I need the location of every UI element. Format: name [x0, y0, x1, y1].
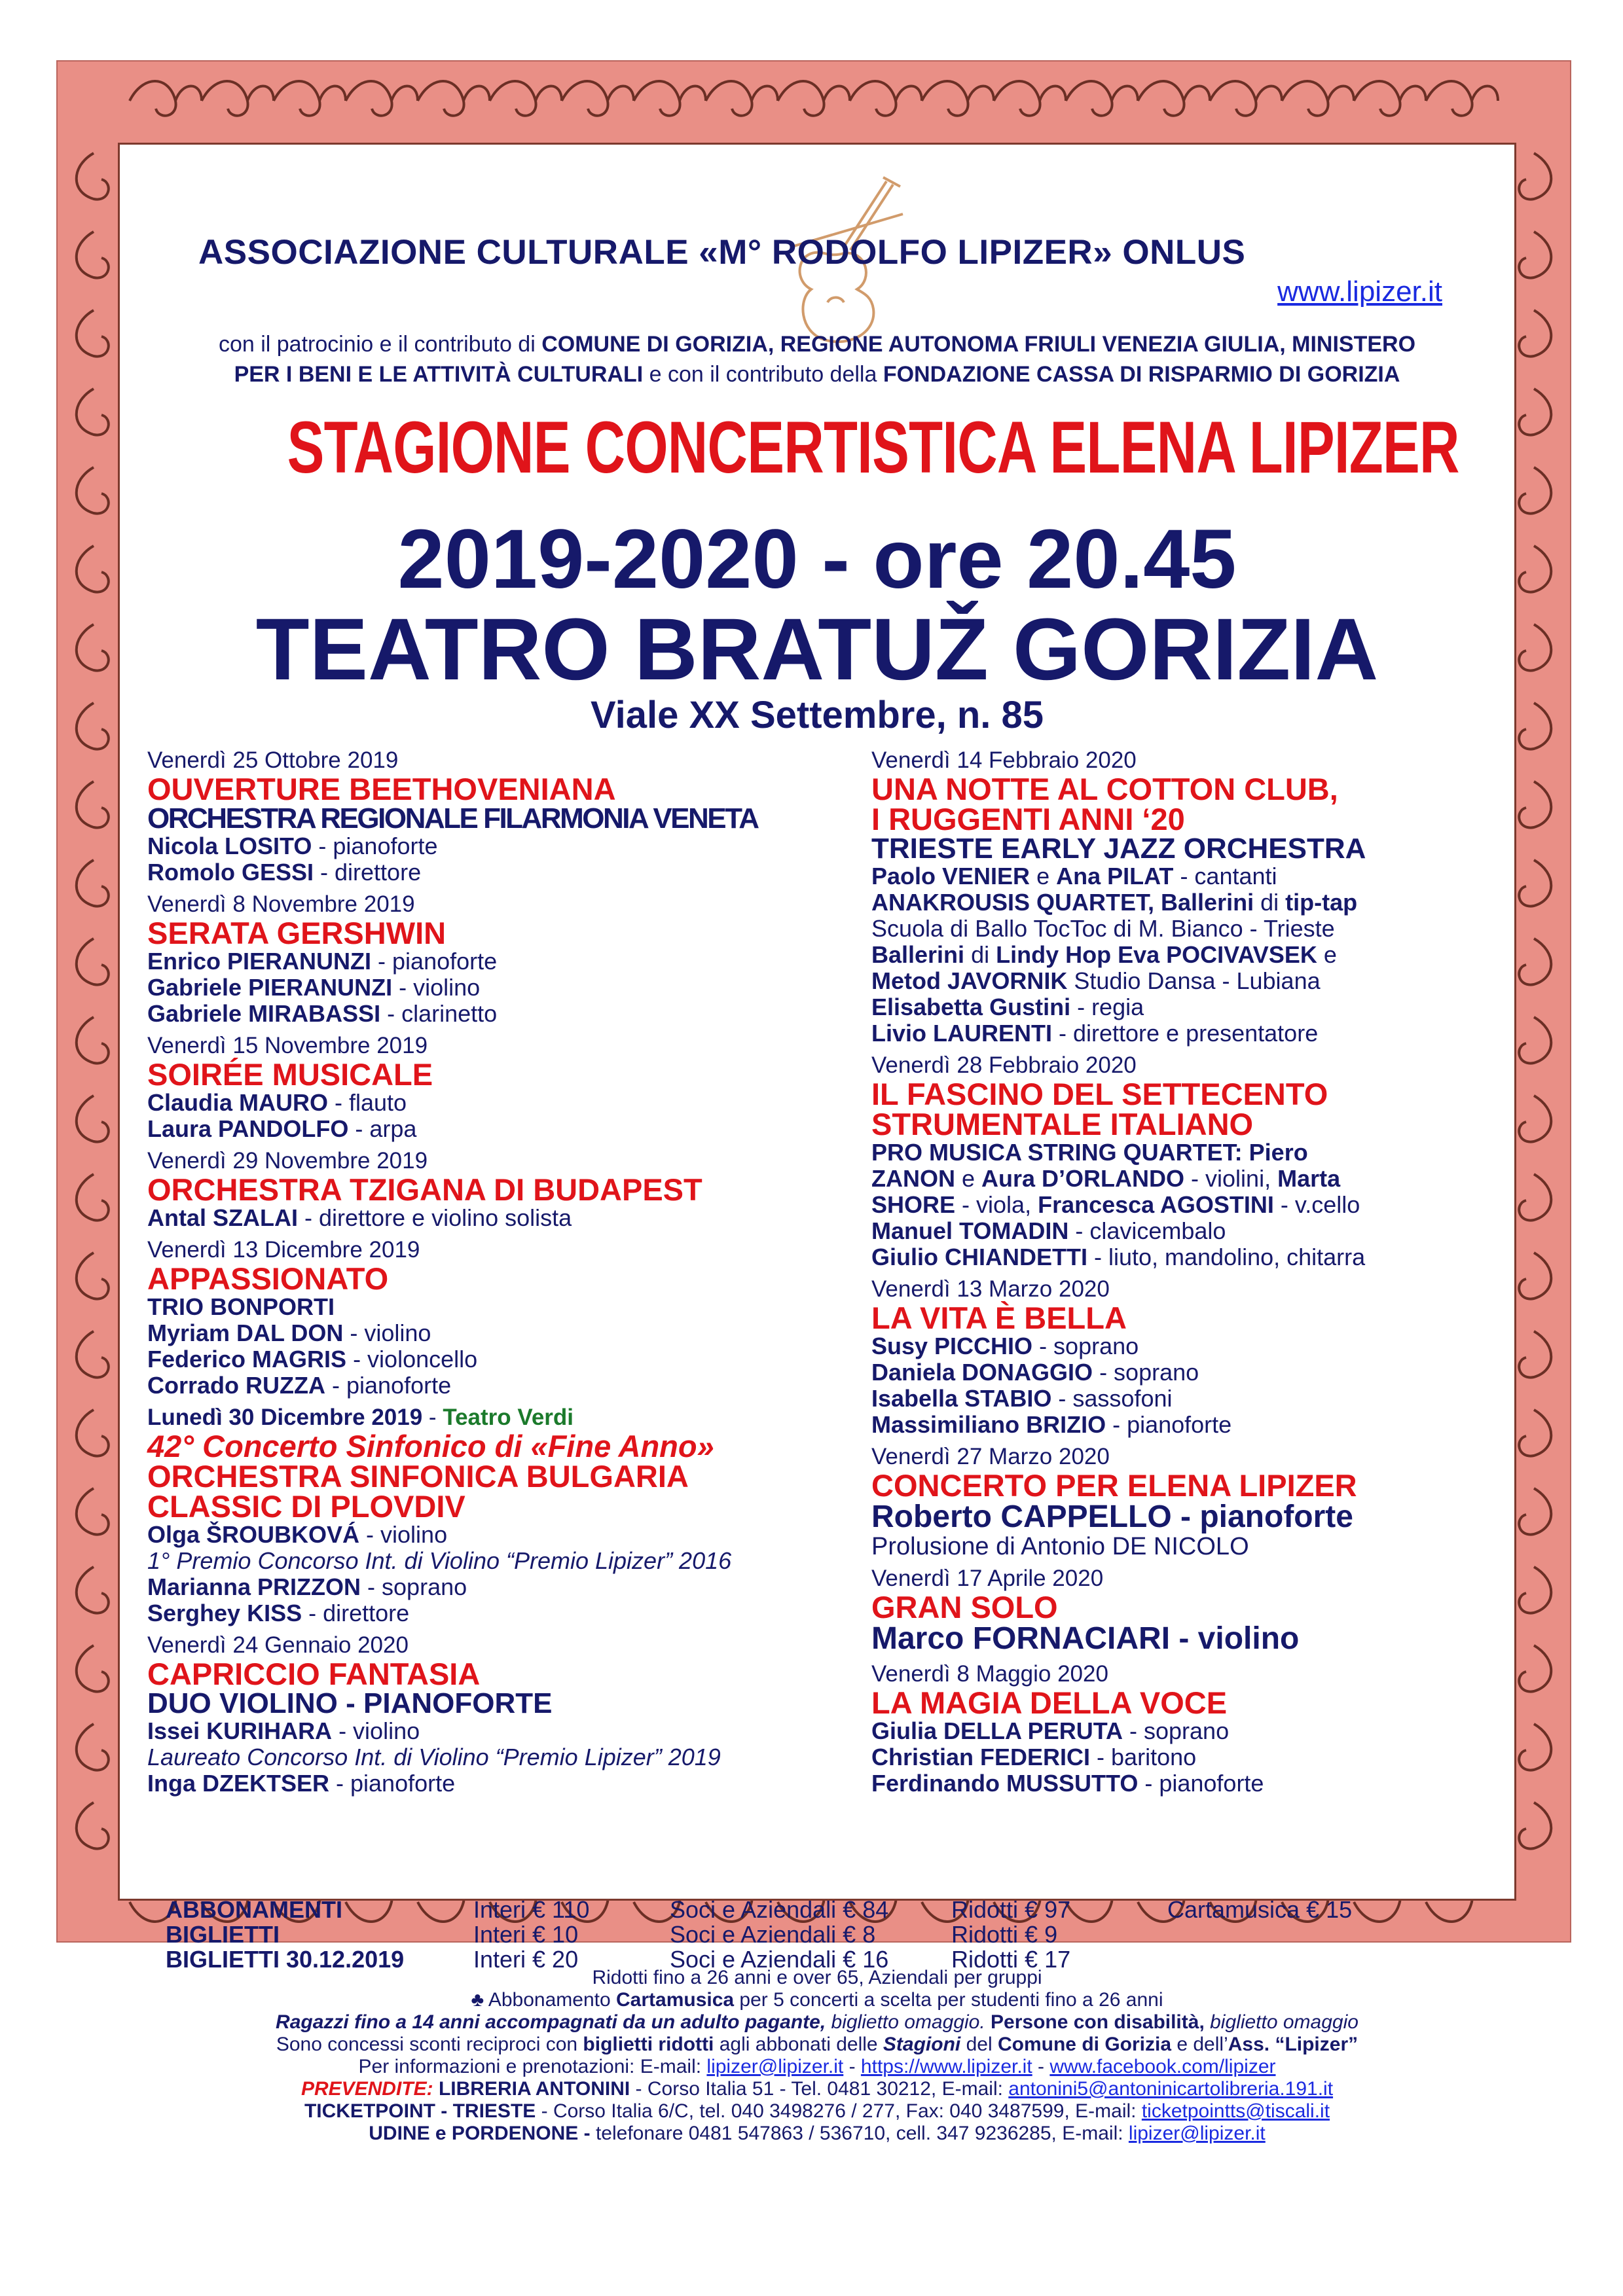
performer-note: Prolusione di Antonio DE NICOLO [871, 1533, 1249, 1560]
event-date: Venerdì 29 Novembre 2019 [147, 1148, 428, 1174]
footer-ragazzi: Ragazzi fino a 14 anni accompagnati da un adulto pagante, biglietto omaggio. Persone con disabilità, biglietto omaggio [276, 2011, 1359, 2033]
website-link[interactable]: www.lipizer.it [1277, 276, 1442, 308]
event-title: SERATA GERSHWIN [147, 916, 447, 950]
event-date: Venerdì 17 Aprile 2020 [871, 1566, 1104, 1591]
footer-ticketpoint: TICKETPOINT - TRIESTE - Corso Italia 6/C, tel. 040 3498276 / 277, Fax: 040 3487599, E-mail: ticketpointts@tiscali.it [304, 2100, 1330, 2122]
performer: Inga DZEKTSER - pianoforte [147, 1770, 456, 1797]
performer: Romolo GESSI - direttore [147, 859, 422, 886]
event [871, 1565, 1526, 1655]
event [147, 891, 854, 1027]
association-name: ASSOCIAZIONE CULTURALE «M° RODOLFO LIPIZER» ONLUS [198, 233, 1246, 272]
performer: Christian FEDERICI - baritono [871, 1744, 1197, 1770]
event-title: CAPRICCIO FANTASIA [147, 1657, 481, 1691]
performer: Isabella STABIO - sassofoni [871, 1385, 1173, 1412]
performer: Ballerini di Lindy Hop Eva POCIVAVSEK e [871, 941, 1337, 968]
event-ensemble: ORCHESTRA SINFONICA BULGARIA [147, 1459, 689, 1494]
event-title: UNA NOTTE AL COTTON CLUB, [871, 772, 1338, 806]
event-date: Venerdì 15 Novembre 2019 [147, 1033, 428, 1058]
footer-cartamusica: ♣ Abbonamento Cartamusica per 5 concerti a scelta per studenti fino a 26 anni [471, 1989, 1163, 2011]
featured-performer: Roberto CAPPELLO - pianoforte [871, 1499, 1353, 1534]
event-title: APPASSIONATO [147, 1261, 389, 1296]
performer: Gabriele PIERANUNZI - violino [147, 974, 481, 1001]
event-title: IL FASCINO DEL SETTECENTO [871, 1077, 1328, 1111]
performer: Nicola LOSITO - pianoforte [147, 833, 438, 859]
event-title: LA VITA È BELLA [871, 1300, 1127, 1335]
event-ensemble: CLASSIC DI PLOVDIV [147, 1489, 465, 1524]
event-ensemble: TRIESTE EARLY JAZZ ORCHESTRA [871, 833, 1366, 865]
performer: Livio LAURENTI - direttore e presentatore [871, 1020, 1319, 1047]
footer-contacts: Per informazioni e prenotazioni: E-mail: lipizer@lipizer.it - https://www.lipizer.it - www.facebook.com/lipizer [358, 2056, 1276, 2077]
performer: Antal SZALAI - direttore e violino solista [147, 1204, 572, 1231]
event-date: Venerdì 8 Maggio 2020 [871, 1661, 1108, 1687]
performer: Giulio CHIANDETTI - liuto, mandolino, chitarra [871, 1244, 1366, 1270]
event-title: LA MAGIA DELLA VOCE [871, 1685, 1228, 1720]
performer: ANAKROUSIS QUARTET, Ballerini di tip-tap [871, 889, 1358, 916]
event-date: Venerdì 14 Febbraio 2020 [871, 747, 1137, 773]
event-date: Venerdì 28 Febbraio 2020 [871, 1052, 1137, 1078]
event [871, 747, 1526, 1047]
poster-body: ASSOCIAZIONE CULTURALE «M° RODOLFO LIPIZER» ONLUS www.lipizer.it con il patrocinio e il contributo di COMUNE DI GORIZIA, REGIONE AUTONOMA FRIULI VENEZIA GIULIA, MINISTERO PER I BENI E LE ATTIVITÀ CULTURALI e con il contributo della FONDAZIONE CASSA DI RISPARMIO DI GORIZIA STAGIONE CONCERTISTICA ELENA LIPIZER 2019-2020 - ore 20.45 TEATRO BRATUŽ GORIZIA Viale XX Settembre, n. 85 Venerdì 25 Ottobre 2019 OUVERTURE BEETHOVENIANA ORCHESTRA REGIONALE FILARMONIA VENETA Nicola LOSITO - pianoforte Romolo GESSI - direttore Venerdì 8 Novembre 2019 SERATA GERSHWIN Enrico PIERANUNZI - pianoforte Gabriele PIERANUNZI - violino Gabriele MIRABASSI - clarinetto Venerdì 15 Novembre 2019 SOIRÉE MUSICALE Claudia MAURO - flauto Laura PANDOLFO - arpa Venerdì 29 Novembre 2019 ORCHESTRA TZIGANA DI BUDAPEST Antal SZALAI - direttore e violino solista Venerdì 13 Dicembre 2019 APPASSIONATO TRIO BONPORTI Myriam DAL DON - violino Federico MAGRIS - violoncello Corrado RUZZA - pianoforte Lunedì 30 Dicembre 2019 - Teatro Verdi 42° Concerto Sinfonico di «Fine Anno» ORCHESTRA SINFONICA BULGARIA CLASSIC DI PLOVDIV Olga ŠROUBKOVÁ - violino 1° Premio Concorso Int. di Violino “Premio Lipizer” 2016 Marianna PRIZZON - soprano Serghey KISS - direttore Venerdì 24 Gennaio 2020 CAPRICCIO FANTASIA DUO VIOLINO - PIANOFORTE Issei KURIHARA - violino Laureato Concorso Int. di Violino “Premio Lipizer” 2019 Inga DZEKTSER - pianoforte Venerdì 14 Febbraio 2020 UNA NOTTE AL COTTON CLUB, I RUGGENTI ANNI ‘20 TRIESTE EARLY JAZZ ORCHESTRA Paolo VENIER e Ana PILAT - cantanti ANAKROUSIS QUARTET, Ballerini di tip-tap Scuola di Ballo TocToc di M. Bianco - Trieste Ballerini di Lindy Hop Eva POCIVAVSEK e Metod JAVORNIK Studio Dansa - Lubiana Elisabetta Gustini - regia Livio LAURENTI - direttore e presentatore Venerdì 28 Febbraio 2020 IL FASCINO DEL SETTECENTO STRUMENTALE ITALIANO PRO MUSICA STRING QUARTET: Piero ZANON e Aura D’ORLANDO - violini, Marta SHORE - viola, Francesca AGOSTINI - v.cello Manuel TOMADIN - clavicembalo Giulio CHIANDETTI - liuto, mandolino, chitarra Venerdì 13 Marzo 2020 LA VITA È BELLA Susy PICCHIO - soprano Daniela DONAGGIO - soprano Isabella STABIO - sassofoni Massimiliano BRIZIO - pianoforte Venerdì 27 Marzo 2020 CONCERTO PER ELENA LIPIZER Roberto CAPPELLO - pianoforte Prolusione di Antonio DE NICOLO Venerdì 17 Aprile 2020 GRAN SOLO Marco FORNACIARI - violino Venerdì 8 Maggio 2020 LA MAGIA DELLA VOCE Giulia DELLA PERUTA - soprano Christian FEDERICI - baritono Ferdinando MUSSUTTO - pianoforte ABBONAMENTI Interi € 110 Soci e Aziendali € 84 Ridotti € 97 Cartamusica € 15 BIGLIETTI Interi € 10 Soci e Aziendali € 8 Ridotti € 9 BIGLIETTI 30.12.2019 Interi € 20 Soci e Aziendali € 16 Ridotti € 17 Ridotti fino a 26 anni e over 65, Aziendali per gruppi ♣ Abbonamento Cartamusica per 5 concerti a scelta per studenti fino a 26 anni Ragazzi fino a 14 anni accompagnati da un adulto pagante, biglietto omaggio. Persone con disabilità, biglietto omaggio Sono concessi sconti reciproci con biglietti ridotti agli abbonati delle Stagioni del Comune di Gorizia e dell’Ass. “Lipizer” Per informazioni e prenotazioni: E-mail: lipizer@lipizer.it - https://www.lipizer.it - www.facebook.com/lipizer PREVENDITE: LIBRERIA ANTONINI - Corso Italia 51 - Tel. 0481 30212, E-mail: antonini5@antoninicartolibreria.191.it TICKETPOINT - TRIESTE - Corso Italia 6/C, tel. 040 3498276 / 277, Fax: 040 3487599, E-mail: ticketpointts@tiscali.it UDINE e PORDENONE - telefonare 0481 547863 / 536710, cell. 347 9236285, E-mail: lipizer@lipizer.it [118, 143, 1516, 1901]
event-date: Venerdì 13 Marzo 2020 [871, 1276, 1110, 1302]
performer: Elisabetta Gustini - regia [871, 994, 1144, 1020]
performer: Claudia MAURO - flauto [147, 1089, 407, 1116]
event-date: Lunedì 30 Dicembre 2019 - Teatro Verdi [147, 1405, 574, 1430]
event-date: Venerdì 25 Ottobre 2019 [147, 747, 399, 773]
event-title: CONCERTO PER ELENA LIPIZER [871, 1468, 1357, 1503]
decorative-frame [56, 60, 1571, 2144]
footer-prevendite: PREVENDITE: LIBRERIA ANTONINI - Corso Italia 51 - Tel. 0481 30212, E-mail: antonini5@antoninicartolibreria.191.it [301, 2078, 1334, 2100]
event [871, 1276, 1526, 1438]
performer: Marianna PRIZZON - soprano [147, 1573, 467, 1600]
performer: Olga ŠROUBKOVÁ - violino [147, 1521, 448, 1548]
footer-info [120, 1967, 1514, 2145]
performer: SHORE - viola, Francesca AGOSTINI - v.cello [871, 1191, 1360, 1218]
event-title: SOIRÉE MUSICALE [147, 1057, 433, 1092]
event-ensemble: DUO VIOLINO - PIANOFORTE [147, 1687, 553, 1719]
event [147, 1032, 854, 1142]
patronage-line-1: con il patrocinio e il contributo di COMUNE DI GORIZIA, REGIONE AUTONOMA FRIULI VENEZIA GIULIA, MINISTERO [218, 332, 1416, 357]
website-link[interactable]: https://www.lipizer.it [860, 2056, 1032, 2077]
event [147, 1404, 854, 1626]
performer: Susy PICCHIO - soprano [871, 1333, 1139, 1359]
performer: Massimiliano BRIZIO - pianoforte [871, 1411, 1232, 1438]
email-link[interactable]: ticketpointts@tiscali.it [1141, 2100, 1330, 2122]
performer: Myriam DAL DON - violino [147, 1319, 431, 1346]
event [147, 1147, 854, 1231]
email-link[interactable]: antonini5@antoninicartolibreria.191.it [1008, 2078, 1334, 2100]
event-title: I RUGGENTI ANNI ‘20 [871, 802, 1185, 836]
event [147, 747, 854, 886]
event-date: Venerdì 27 Marzo 2020 [871, 1444, 1110, 1469]
event-date: Venerdì 8 Novembre 2019 [147, 891, 415, 917]
performer: TRIO BONPORTI [147, 1293, 335, 1320]
performer: Daniela DONAGGIO - soprano [871, 1359, 1199, 1386]
event [871, 1660, 1526, 1797]
patronage-line-2: PER I BENI E LE ATTIVITÀ CULTURALI e con il contributo della FONDAZIONE CASSA DI RISPARMIO DI GORIZIA [234, 362, 1400, 387]
performer: Federico MAGRIS - violoncello [147, 1346, 478, 1372]
performer-note: 1° Premio Concorso Int. di Violino “Premio Lipizer” 2016 [147, 1547, 732, 1574]
performer: Issei KURIHARA - violino [147, 1717, 420, 1744]
footer-ridotti: Ridotti fino a 26 anni e over 65, Aziendali per gruppi [592, 1967, 1042, 1988]
season-title: STAGIONE CONCERTISTICA ELENA LIPIZER [287, 406, 1459, 488]
performer: Ferdinando MUSSUTTO - pianoforte [871, 1770, 1264, 1797]
event [871, 1443, 1526, 1560]
event-title: 42° Concerto Sinfonico di «Fine Anno» [147, 1429, 714, 1463]
theatre-address: Viale XX Settembre, n. 85 [590, 694, 1044, 736]
event [871, 1052, 1526, 1270]
performer: Corrado RUZZA - pianoforte [147, 1372, 452, 1399]
featured-performer: Marco FORNACIARI - violino [871, 1621, 1300, 1656]
performer: Gabriele MIRABASSI - clarinetto [147, 1000, 498, 1027]
theatre-name: TEATRO BRATUŽ GORIZIA [255, 601, 1379, 698]
event-date: Venerdì 24 Gennaio 2020 [147, 1632, 409, 1658]
event-ensemble: ORCHESTRA REGIONALE FILARMONIA VENETA [147, 802, 758, 834]
performer: Paolo VENIER e Ana PILAT - cantanti [871, 863, 1277, 889]
performer: Serghey KISS - direttore [147, 1600, 410, 1626]
event-title: GRAN SOLO [871, 1590, 1058, 1624]
performer: Enrico PIERANUNZI - pianoforte [147, 948, 498, 975]
email-link[interactable]: lipizer@lipizer.it [1128, 2123, 1266, 2144]
right-events [871, 747, 1526, 1802]
performer: ZANON e Aura D’ORLANDO - violini, Marta [871, 1165, 1341, 1192]
performer: Manuel TOMADIN - clavicembalo [871, 1217, 1226, 1244]
performer: PRO MUSICA STRING QUARTET: Piero [871, 1139, 1308, 1166]
performer-note: Scuola di Ballo TocToc di M. Bianco - Trieste [871, 915, 1335, 942]
left-events [147, 747, 854, 1802]
performer: Laura PANDOLFO - arpa [147, 1115, 417, 1142]
event-title: STRUMENTALE ITALIANO [871, 1107, 1254, 1141]
performer: Metod JAVORNIK Studio Dansa - Lubiana [871, 967, 1321, 994]
performer-note: Laureato Concorso Int. di Violino “Premio Lipizer” 2019 [147, 1744, 721, 1770]
event-title: OUVERTURE BEETHOVENIANA [147, 772, 616, 806]
footer-udine: UDINE e PORDENONE - telefonare 0481 547863 / 536710, cell. 347 9236285, E-mail: lipizer@lipizer.it [369, 2123, 1266, 2144]
season-years: 2019-2020 - ore 20.45 [397, 512, 1237, 606]
event [147, 1236, 854, 1399]
event-date: Venerdì 13 Dicembre 2019 [147, 1237, 420, 1263]
footer-sconti: Sono concessi sconti reciproci con biglietti ridotti agli abbonati delle Stagioni del Comune di Gorizia e dell’Ass. “Lipizer” [276, 2034, 1359, 2055]
event [147, 1632, 854, 1797]
performer: Giulia DELLA PERUTA - soprano [871, 1717, 1230, 1744]
email-link[interactable]: lipizer@lipizer.it [706, 2056, 844, 2077]
event-title: ORCHESTRA TZIGANA DI BUDAPEST [147, 1172, 702, 1207]
facebook-link[interactable]: www.facebook.com/lipizer [1049, 2056, 1276, 2077]
